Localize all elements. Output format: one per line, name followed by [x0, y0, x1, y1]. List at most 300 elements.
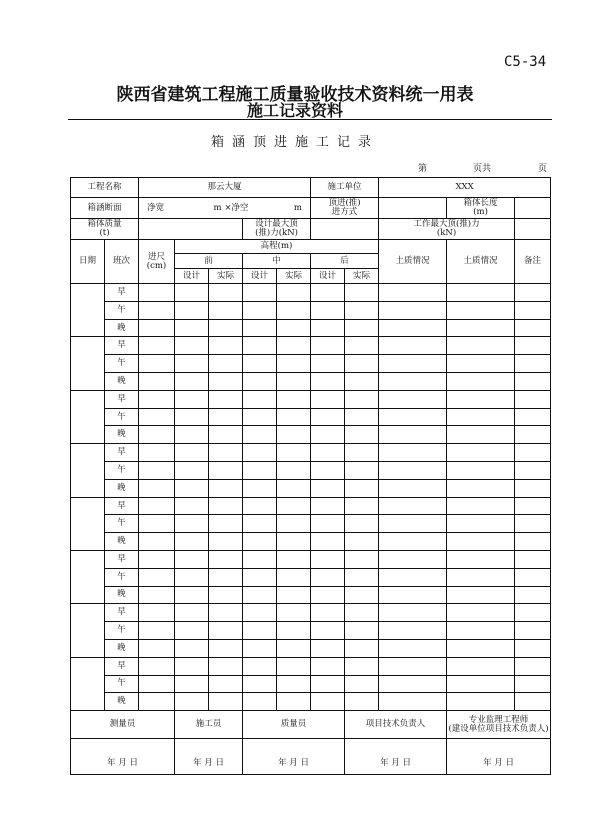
record-cell [515, 533, 551, 551]
table-row [71, 444, 551, 462]
record-cell [175, 675, 209, 693]
constructor-label: 施工员 [175, 711, 243, 739]
record-cell [277, 586, 311, 604]
construction-unit-value: XXX [379, 178, 551, 198]
record-cell [515, 657, 551, 675]
shift-header: 班次 [105, 240, 139, 284]
record-cell [311, 301, 345, 319]
jacking-method-label-line2: 进方式 [331, 207, 358, 217]
record-cell [311, 568, 345, 586]
middle-design-header: 设计 [243, 269, 277, 284]
record-cell [243, 550, 277, 568]
box-mass-label [71, 219, 139, 240]
record-cell [175, 337, 209, 355]
shift-cell: 早 [105, 390, 139, 408]
record-cell [345, 657, 379, 675]
record-cell [515, 390, 551, 408]
date-cell [71, 604, 105, 657]
construction-record-table [70, 177, 551, 775]
construction-unit-label: 施工单位 [311, 178, 379, 198]
page-suffix-label: 页 [538, 164, 548, 174]
record-cell [379, 604, 447, 622]
record-cell [447, 550, 515, 568]
record-cell [277, 355, 311, 373]
record-cell [311, 479, 345, 497]
supervisor-label-line2: (建设单位项目技术负责人) [448, 723, 549, 734]
box-length-label [447, 198, 515, 219]
record-cell [345, 284, 379, 302]
back-actual-header: 实际 [345, 269, 379, 284]
table-row [71, 355, 551, 373]
record-cell [345, 408, 379, 426]
record-cell [345, 515, 379, 533]
date-header: 日期 [71, 240, 105, 284]
record-cell [175, 426, 209, 444]
record-cell [243, 301, 277, 319]
table-row [71, 515, 551, 533]
record-cell [175, 657, 209, 675]
record-cell [345, 390, 379, 408]
record-cell [243, 586, 277, 604]
record-cell [139, 693, 175, 711]
clear-width-label: 净宽 [147, 202, 165, 213]
shift-cell: 早 [105, 444, 139, 462]
record-cell [379, 533, 447, 551]
record-cell [379, 497, 447, 515]
title-rule [68, 119, 552, 120]
record-cell [175, 622, 209, 640]
advance-header-line1: 进尺 [148, 251, 166, 262]
record-cell [139, 639, 175, 657]
record-cell [447, 319, 515, 337]
elevation-header: 高程(m) [175, 240, 379, 254]
record-cell [139, 301, 175, 319]
record-cell [277, 444, 311, 462]
record-cell [209, 390, 243, 408]
record-cell [175, 515, 209, 533]
record-cell [515, 319, 551, 337]
record-cell [447, 408, 515, 426]
record-cell [447, 693, 515, 711]
record-cell [345, 355, 379, 373]
record-cell [379, 444, 447, 462]
record-cell [277, 533, 311, 551]
advance-header-line2: (cm) [146, 260, 167, 271]
record-cell [209, 372, 243, 390]
date-cell [71, 657, 105, 710]
record-cell [277, 604, 311, 622]
document-title: 陕西省建筑工程施工质量验收技术资料统一用表 [116, 85, 474, 105]
record-cell [447, 337, 515, 355]
record-cell [515, 675, 551, 693]
record-cell [311, 355, 345, 373]
back-header: 后 [311, 254, 379, 269]
record-cell [175, 461, 209, 479]
record-cell [209, 533, 243, 551]
record-cell [311, 550, 345, 568]
record-cell [379, 568, 447, 586]
record-cell [243, 337, 277, 355]
record-cell [345, 319, 379, 337]
record-cell [515, 479, 551, 497]
record-cell [311, 515, 345, 533]
record-cell [139, 319, 175, 337]
record-cell [175, 284, 209, 302]
table-row [71, 461, 551, 479]
record-cell [243, 408, 277, 426]
record-cell [209, 337, 243, 355]
table-row [71, 301, 551, 319]
record-cell [139, 497, 175, 515]
record-cell [139, 355, 175, 373]
record-cell [311, 675, 345, 693]
middle-actual-header: 实际 [277, 269, 311, 284]
record-cell [311, 657, 345, 675]
record-cell [515, 586, 551, 604]
record-cell [243, 319, 277, 337]
box-mass-label-line1: 箱体质量 [87, 219, 122, 230]
record-cell [379, 479, 447, 497]
clear-dimensions-field [139, 198, 311, 219]
record-cell [515, 550, 551, 568]
record-cell [345, 568, 379, 586]
record-cell [243, 426, 277, 444]
clear-height-label: ×净空 [224, 202, 249, 213]
shift-cell: 晚 [105, 426, 139, 444]
record-cell [139, 622, 175, 640]
record-cell [243, 444, 277, 462]
record-cell [345, 604, 379, 622]
record-cell [515, 693, 551, 711]
signature-date-row [71, 739, 551, 775]
form-code: C5-34 [504, 54, 547, 70]
record-cell [209, 426, 243, 444]
record-cell [345, 497, 379, 515]
shift-cell: 早 [105, 550, 139, 568]
record-cell [345, 479, 379, 497]
front-header: 前 [175, 254, 243, 269]
table-row [71, 657, 551, 675]
table-row [71, 390, 551, 408]
quality-inspector-date: 年 月 日 [243, 739, 345, 775]
record-cell [379, 515, 447, 533]
record-cell [139, 479, 175, 497]
record-cell [209, 319, 243, 337]
shift-cell: 早 [105, 284, 139, 302]
record-cell [447, 586, 515, 604]
record-cell [379, 693, 447, 711]
record-cell [447, 301, 515, 319]
record-cell [209, 586, 243, 604]
page-number-label: 第 [418, 164, 428, 174]
record-cell [277, 337, 311, 355]
record-cell [175, 586, 209, 604]
record-cell [515, 408, 551, 426]
shift-cell: 晚 [105, 693, 139, 711]
record-cell [139, 284, 175, 302]
date-cell [71, 550, 105, 603]
record-cell [175, 479, 209, 497]
record-cell [447, 533, 515, 551]
table-row [71, 533, 551, 551]
record-cell [277, 390, 311, 408]
jacking-method-label [311, 198, 379, 219]
shift-cell: 晚 [105, 533, 139, 551]
record-cell [447, 390, 515, 408]
shift-cell: 早 [105, 497, 139, 515]
record-cell [175, 568, 209, 586]
record-cell [447, 284, 515, 302]
date-cell [71, 284, 105, 337]
shift-cell: 晚 [105, 479, 139, 497]
record-cell [515, 497, 551, 515]
shift-cell: 晚 [105, 586, 139, 604]
record-cell [447, 657, 515, 675]
form-title: 箱涵顶进施工记录 [210, 135, 379, 150]
record-cell [515, 444, 551, 462]
date-cell [71, 337, 105, 390]
record-cell [139, 675, 175, 693]
culvert-section-label: 箱涵断面 [71, 198, 139, 219]
record-cell [243, 568, 277, 586]
soil-condition-header-1: 土质情况 [379, 240, 447, 284]
width-unit: m [213, 202, 222, 213]
record-cell [209, 284, 243, 302]
record-cell [447, 515, 515, 533]
record-cell [311, 461, 345, 479]
box-mass-value [139, 219, 243, 240]
table-row [71, 639, 551, 657]
record-cell [175, 408, 209, 426]
record-cell [243, 639, 277, 657]
record-cell [209, 355, 243, 373]
project-row [71, 178, 551, 198]
table-row [71, 426, 551, 444]
record-cell [277, 657, 311, 675]
record-cell [345, 550, 379, 568]
shift-cell: 午 [105, 675, 139, 693]
record-cell [379, 550, 447, 568]
record-cell [311, 693, 345, 711]
record-cell [209, 550, 243, 568]
front-actual-header: 实际 [209, 269, 243, 284]
force-row [71, 219, 551, 240]
record-cell [243, 284, 277, 302]
project-name-value: 那云大厦 [139, 178, 311, 198]
box-mass-label-line2: (t) [99, 228, 110, 238]
record-cell [175, 301, 209, 319]
record-cell [139, 550, 175, 568]
remarks-header: 备注 [515, 240, 551, 284]
record-cell [243, 622, 277, 640]
record-cell [277, 515, 311, 533]
record-cell [447, 604, 515, 622]
box-length-value [515, 198, 551, 219]
record-cell [311, 444, 345, 462]
record-cell [345, 622, 379, 640]
table-row [71, 497, 551, 515]
shift-cell: 午 [105, 515, 139, 533]
record-cell [311, 337, 345, 355]
record-cell [345, 444, 379, 462]
section-row [71, 198, 551, 219]
soil-condition-header-2: 土质情况 [447, 240, 515, 284]
record-cell [139, 604, 175, 622]
record-cell [379, 639, 447, 657]
work-max-force-label [379, 219, 515, 240]
surveyor-date: 年 月 日 [71, 739, 175, 775]
middle-header: 中 [243, 254, 311, 269]
record-cell [277, 372, 311, 390]
record-cell [447, 355, 515, 373]
table-row [71, 550, 551, 568]
front-design-header: 设计 [175, 269, 209, 284]
record-cell [311, 372, 345, 390]
jacking-method-label-line1: 顶进(推) [328, 198, 361, 209]
jacking-method-value [379, 198, 447, 219]
record-cell [277, 675, 311, 693]
page-total-label: 页共 [473, 164, 492, 174]
record-cell [243, 479, 277, 497]
quality-inspector-label: 质量员 [243, 711, 345, 739]
table-row [71, 586, 551, 604]
shift-cell: 早 [105, 337, 139, 355]
shift-cell: 晚 [105, 639, 139, 657]
record-cell [379, 372, 447, 390]
record-cell [345, 426, 379, 444]
record-cell [311, 284, 345, 302]
record-cell [277, 408, 311, 426]
record-cell [243, 675, 277, 693]
record-cell [447, 622, 515, 640]
record-cell [277, 550, 311, 568]
shift-cell: 晚 [105, 319, 139, 337]
table-row [71, 675, 551, 693]
header-row-1 [71, 240, 551, 254]
record-cell [345, 372, 379, 390]
record-cell [209, 444, 243, 462]
signature-label-row [71, 711, 551, 739]
record-cell [209, 515, 243, 533]
record-cell [515, 515, 551, 533]
record-cell [515, 337, 551, 355]
record-cell [515, 639, 551, 657]
record-cell [175, 355, 209, 373]
document-subtitle: 施工记录资料 [246, 101, 343, 120]
record-cell [175, 533, 209, 551]
record-cell [175, 497, 209, 515]
shift-cell: 晚 [105, 372, 139, 390]
record-cell [345, 675, 379, 693]
record-cell [277, 284, 311, 302]
date-cell [71, 497, 105, 550]
record-cell [379, 301, 447, 319]
record-cell [209, 408, 243, 426]
record-cell [175, 319, 209, 337]
record-cell [379, 622, 447, 640]
record-cell [277, 568, 311, 586]
design-max-force-line1: 设计最大顶 [255, 219, 298, 230]
record-cell [209, 604, 243, 622]
record-cell [311, 639, 345, 657]
record-cell [243, 497, 277, 515]
record-cell [311, 622, 345, 640]
table-row [71, 693, 551, 711]
design-max-force-value [311, 219, 379, 240]
record-cell [209, 675, 243, 693]
record-cell [175, 604, 209, 622]
shift-cell: 午 [105, 355, 139, 373]
record-cell [277, 639, 311, 657]
record-cell [379, 284, 447, 302]
record-cell [209, 622, 243, 640]
record-cell [345, 461, 379, 479]
date-cell [71, 444, 105, 497]
record-cell [345, 639, 379, 657]
record-cell [139, 372, 175, 390]
record-cell [311, 604, 345, 622]
record-cell [209, 497, 243, 515]
record-cell [139, 568, 175, 586]
table-row [71, 337, 551, 355]
work-max-force-line1: 工作最大顶(推)力 [413, 219, 480, 230]
record-cell [243, 461, 277, 479]
record-cell [139, 426, 175, 444]
supervisor-label [447, 711, 551, 739]
project-tech-lead-label: 项目技术负责人 [345, 711, 447, 739]
record-cell [311, 586, 345, 604]
constructor-date: 年 月 日 [175, 739, 243, 775]
record-cell [243, 693, 277, 711]
record-cell [209, 479, 243, 497]
record-cell [243, 390, 277, 408]
record-cell [139, 515, 175, 533]
box-length-label-line1: 箱体长度 [463, 198, 498, 209]
advance-header [139, 240, 175, 284]
record-cell [311, 408, 345, 426]
record-cell [209, 301, 243, 319]
record-cell [515, 461, 551, 479]
work-max-force-line2: (kN) [436, 228, 457, 238]
record-cell [311, 533, 345, 551]
shift-cell: 早 [105, 657, 139, 675]
project-tech-lead-date: 年 月 日 [345, 739, 447, 775]
record-cell [277, 461, 311, 479]
design-max-force-label [243, 219, 311, 240]
record-cell [379, 390, 447, 408]
record-cell [243, 657, 277, 675]
record-cell [379, 355, 447, 373]
table-row [71, 479, 551, 497]
record-cell [139, 390, 175, 408]
record-cell [277, 301, 311, 319]
record-cell [379, 426, 447, 444]
record-cell [209, 461, 243, 479]
record-cell [515, 426, 551, 444]
record-cell [379, 657, 447, 675]
record-cell [515, 355, 551, 373]
record-cell [139, 586, 175, 604]
table-row [71, 568, 551, 586]
record-cell [209, 568, 243, 586]
record-cell [379, 408, 447, 426]
design-max-force-line2: (推)力(kN) [255, 228, 298, 238]
record-cell [277, 497, 311, 515]
record-cell [515, 372, 551, 390]
record-cell [175, 444, 209, 462]
table-row [71, 284, 551, 302]
record-cell [447, 675, 515, 693]
